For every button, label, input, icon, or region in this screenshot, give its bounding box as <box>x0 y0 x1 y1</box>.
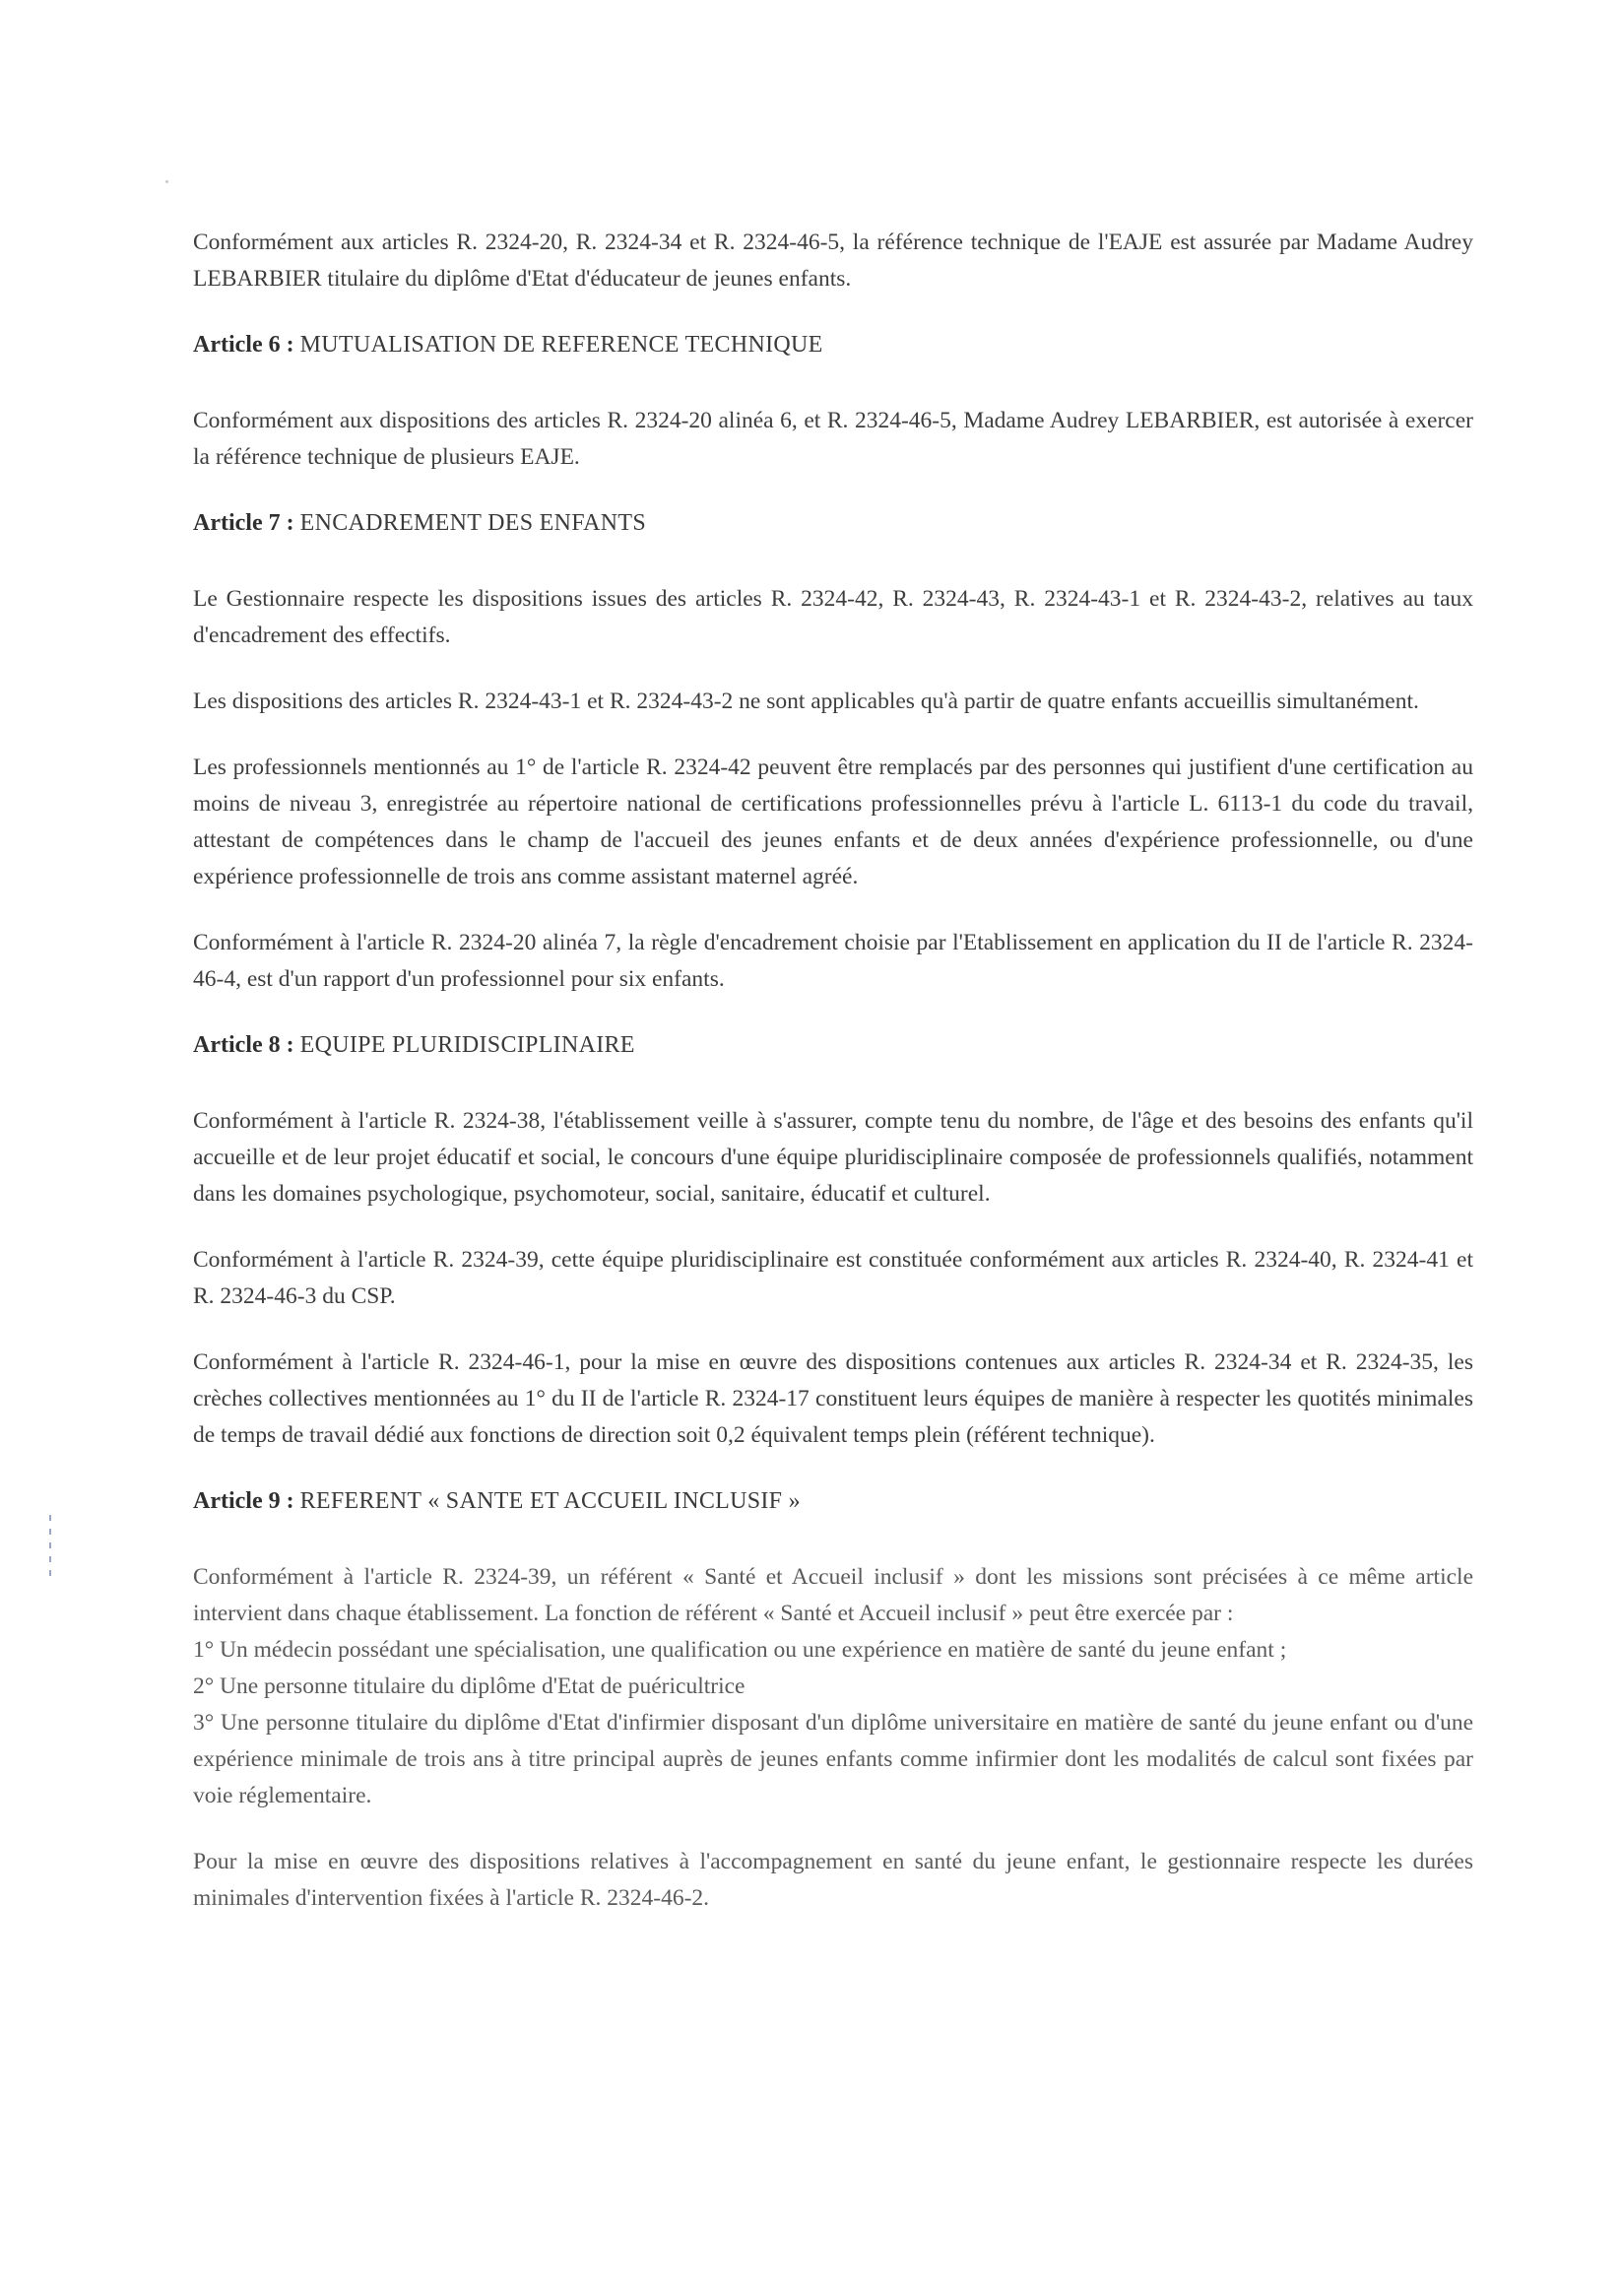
article-7-title: ENCADREMENT DES ENFANTS <box>299 510 646 536</box>
article-8-heading <box>193 1027 1473 1064</box>
article-7-paragraph-4: Conformément à l'article R. 2324-20 alinéa 7, la règle d'encadrement choisie par l'Etablissement en application du II de l'article R. 2324-46-4, est d'un rapport d'un professionnel pour six enfants. <box>193 930 1473 992</box>
article-9-number: Article 9 : <box>193 1488 294 1514</box>
article-9-intro: Conformément à l'article R. 2324-39, un référent « Santé et Accueil inclusif » dont les missions sont précisées à ce même article intervient dans chaque établissement. La fonction de référent « Santé et Accueil inclusif » peut être exercée par : <box>193 1564 1473 1626</box>
article-6-number: Article 6 : <box>193 332 294 358</box>
article-9-list-item-3: 3° Une personne titulaire du diplôme d'Etat d'infirmier disposant d'un diplôme universitaire en matière de santé du jeune enfant ou d'une expérience minimale de trois ans à titre principal auprès de jeunes enfants comme infirmier dont les modalités de calcul sont fixées par voie réglementaire. <box>193 1710 1473 1808</box>
article-9-list-item-2: 2° Une personne titulaire du diplôme d'Etat de puéricultrice <box>193 1673 746 1699</box>
article-8-number: Article 8 : <box>193 1032 294 1058</box>
intro-paragraph: Conformément aux articles R. 2324-20, R. 2324-34 et R. 2324-46-5, la référence technique de l'EAJE est assurée par Madame Audrey LEBARBIER titulaire du diplôme d'Etat d'éducateur de jeunes enfants. <box>193 230 1473 292</box>
article-7-paragraph-1: Le Gestionnaire respecte les dispositions issues des articles R. 2324-42, R. 2324-43, R. 2324-43-1 et R. 2324-43-2, relatives au taux d'encadrement des effectifs. <box>193 586 1473 648</box>
article-8-title: EQUIPE PLURIDISCIPLINAIRE <box>299 1032 635 1058</box>
article-8-paragraph-2: Conformément à l'article R. 2324-39, cette équipe pluridisciplinaire est constituée conformément aux articles R. 2324-40, R. 2324-41 et R. 2324-46-3 du CSP. <box>193 1247 1473 1309</box>
article-8-paragraph-1: Conformément à l'article R. 2324-38, l'établissement veille à s'assurer, compte tenu du nombre, de l'âge et des besoins des enfants qu'il accueille et de leur projet éducatif et social, le concours d'une équipe pluridisciplinaire composée de professionnels qualifiés, notamment dans les domaines psychologique, psychomoteur, social, sanitaire, éducatif et culturel. <box>193 1108 1473 1207</box>
article-7-number: Article 7 : <box>193 510 294 536</box>
margin-mark <box>49 1515 51 1578</box>
article-9-title: REFERENT « SANTE ET ACCUEIL INCLUSIF » <box>299 1488 801 1514</box>
article-9-list-item-1: 1° Un médecin possédant une spécialisation, une qualification ou une expérience en matière de santé du jeune enfant ; <box>193 1637 1287 1663</box>
document-page <box>193 225 1473 1917</box>
article-6-paragraph-1: Conformément aux dispositions des articles R. 2324-20 alinéa 6, et R. 2324-46-5, Madame Audrey LEBARBIER, est autorisée à exercer la référence technique de plusieurs EAJE. <box>193 408 1473 470</box>
article-6-heading <box>193 327 1473 363</box>
article-7-heading <box>193 505 1473 542</box>
article-9-heading <box>193 1483 1473 1520</box>
scan-speck <box>165 180 168 183</box>
article-7-paragraph-2: Les dispositions des articles R. 2324-43-1 et R. 2324-43-2 ne sont applicables qu'à partir de quatre enfants accueillis simultanément. <box>193 689 1419 714</box>
article-9-closing: Pour la mise en œuvre des dispositions relatives à l'accompagnement en santé du jeune enfant, le gestionnaire respecte les durées minimales d'intervention fixées à l'article R. 2324-46-2. <box>193 1849 1473 1911</box>
article-8-paragraph-3: Conformément à l'article R. 2324-46-1, pour la mise en œuvre des dispositions contenues aux articles R. 2324-34 et R. 2324-35, les crèches collectives mentionnées au 1° du II de l'article R. 2324-17 constituent leurs équipes de manière à respecter les quotités minimales de temps de travail dédié aux fonctions de direction soit 0,2 équivalent temps plein (référent technique). <box>193 1349 1473 1448</box>
article-7-paragraph-3: Les professionnels mentionnés au 1° de l'article R. 2324-42 peuvent être remplacés par des personnes qui justifient d'une certification au moins de niveau 3, enregistrée au répertoire national de certifications professionnelles prévu à l'article L. 6113-1 du code du travail, attestant de compétences dans le champ de l'accueil des jeunes enfants et de deux années d'expérience professionnelle, ou d'une expérience professionnelle de trois ans comme assistant maternel agréé. <box>193 754 1473 889</box>
article-6-title: MUTUALISATION DE REFERENCE TECHNIQUE <box>299 332 823 358</box>
